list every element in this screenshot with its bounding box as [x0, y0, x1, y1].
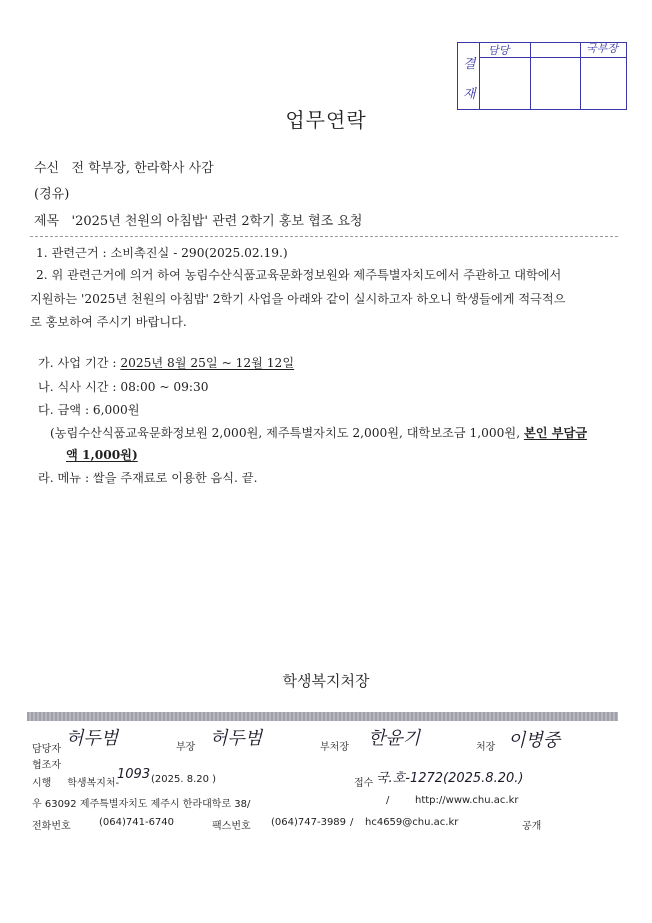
execution-number: 1093	[117, 767, 151, 782]
phone-label: 전화번호	[32, 821, 71, 832]
email-address: hc4659@chu.ac.kr	[365, 817, 459, 828]
price-detail-line-1	[50, 424, 587, 441]
vice-director-label: 부처장	[320, 742, 349, 753]
paragraph-2-line-2: 지원하는 '2025년 천원의 아침밥' 2학기 사업을 아래와 같이 실시하고자 하오니 학생들에게 적극적으	[30, 292, 566, 306]
stamp-divider	[479, 43, 480, 109]
subject-line	[34, 210, 362, 229]
director-label: 처장	[476, 742, 496, 753]
address-separator: /	[386, 795, 390, 806]
item-price: 다. 금액 : 6,000원	[38, 403, 140, 417]
disclosure-status: 공개	[522, 821, 542, 832]
subject-value: '2025년 천원의 아침밥' 관련 2학기 홍보 협조 요청	[71, 214, 363, 229]
execution-line	[32, 774, 119, 789]
paragraph-1: 1. 관련근거 : 소비촉진실 - 290(2025.02.19.)	[36, 246, 288, 260]
footer-band	[27, 712, 618, 721]
fax-number: (064)747-3989	[271, 817, 347, 828]
email-separator: /	[350, 817, 354, 828]
execution-date: (2025. 8.20 )	[151, 774, 217, 785]
via-line: (경유)	[34, 187, 70, 202]
paragraph-2-line-3: 로 홍보하여 주시기 바랍니다.	[30, 315, 187, 329]
staff-signature: 허두범	[66, 728, 119, 749]
item-menu: 라. 메뉴 : 쌀을 주재료로 이용한 음식. 끝.	[38, 471, 258, 485]
vice-director-signature: 한윤기	[368, 728, 421, 749]
subject-label: 제목	[34, 214, 60, 229]
stamp-divider	[530, 43, 531, 109]
price-detail-text: (농림수산식품교육문화정보원 2,000원, 제주특별자치도 2,000원, 대학보조금 1,000원,	[50, 426, 521, 440]
self-pay-emphasis: 본인 부담금	[523, 426, 588, 440]
item-period-label: 가. 사업 기간 :	[38, 356, 117, 370]
stamp-label-bottom: 재	[463, 87, 476, 102]
dept-head-label: 부장	[176, 742, 196, 753]
director-signature: 이병중	[508, 730, 561, 751]
document-title: 업무연락	[285, 108, 367, 132]
approval-stamp	[457, 42, 627, 110]
fax-label: 팩스번호	[212, 821, 251, 832]
website-url: http://www.chu.ac.kr	[415, 795, 519, 806]
stamp-label-top: 결	[463, 57, 476, 72]
phone-number: (064)741-6740	[99, 817, 175, 828]
stamp-col-staff: 담당	[488, 44, 510, 57]
recipient-value: 전 학부장, 한라학사 사감	[71, 161, 214, 176]
paragraph-2-line-1: 2. 위 관련근거에 의거 하여 농림수산식품교육문화정보원와 제주특별자치도에서 주관하고 대학에서	[36, 268, 562, 282]
stamp-col-head: 국부장	[586, 42, 618, 55]
receipt-label: 접수	[354, 778, 374, 789]
stamp-divider	[580, 43, 581, 109]
execution-department: 학생복지처-	[67, 778, 120, 789]
item-meal-time: 나. 식사 시간 : 08:00 ~ 09:30	[38, 380, 209, 394]
header-divider	[30, 236, 618, 237]
dept-head-signature: 허두범	[210, 728, 263, 749]
item-period	[38, 354, 294, 371]
price-detail-line-2: 액 1,000원)	[66, 448, 138, 462]
staff-label: 담당자	[32, 744, 61, 755]
recipient-label: 수신	[34, 161, 60, 176]
recipient-line	[34, 157, 214, 176]
cooperator-label: 협조자	[32, 760, 61, 771]
execution-label: 시행	[32, 778, 52, 789]
sender-title: 학생복지처장	[282, 672, 370, 690]
item-period-value: 2025년 8월 25일 ~ 12월 12일	[120, 356, 295, 370]
address: 우 63092 제주특별자치도 제주시 한라대학로 38/	[32, 799, 251, 810]
receipt-value: 국.호-1272(2025.8.20.)	[376, 771, 524, 786]
